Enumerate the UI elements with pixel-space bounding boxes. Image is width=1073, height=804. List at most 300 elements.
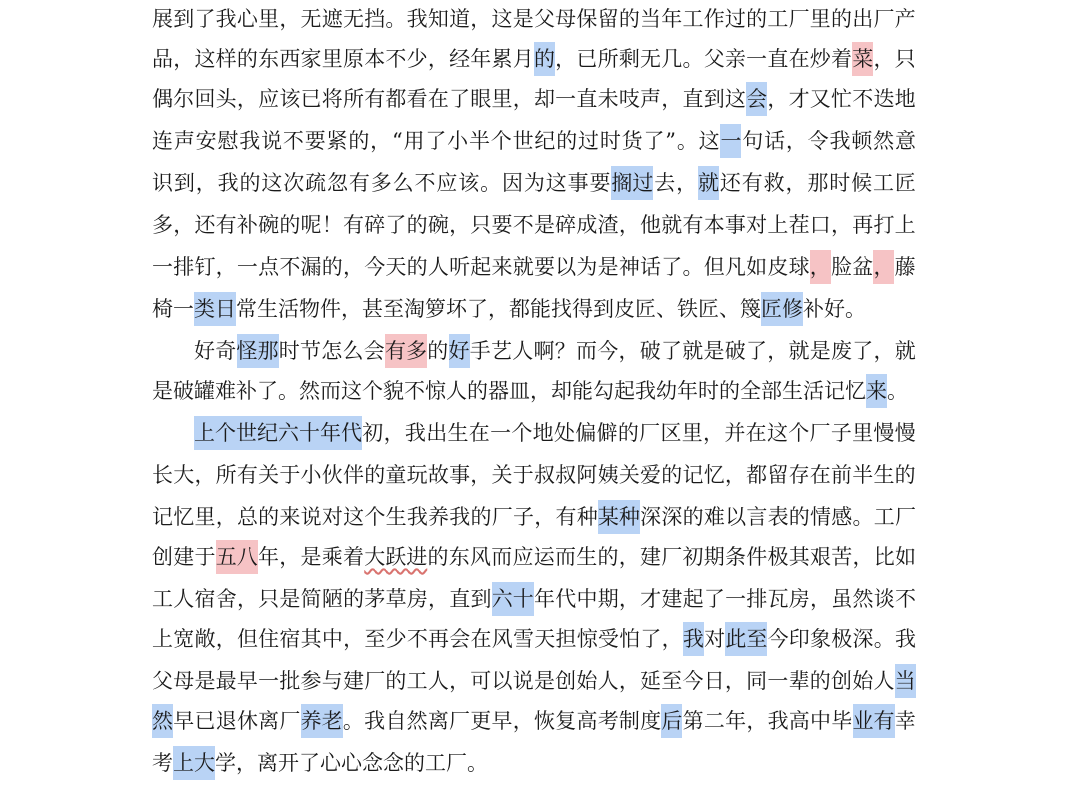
text-segment: 不 — [414, 171, 436, 195]
text-segment: 极 — [767, 545, 789, 569]
text-segment: ， — [512, 87, 534, 111]
text-segment: ， — [470, 7, 492, 31]
text-segment: ， — [195, 171, 217, 195]
text-segment: 匠 — [894, 171, 916, 195]
text-segment: 次 — [283, 171, 305, 195]
text-segment: ， — [215, 627, 237, 651]
highlighted-text: 会 — [746, 82, 767, 116]
text-segment: 生 — [385, 505, 407, 529]
text-segment: 安 — [195, 129, 217, 153]
text-segment: 玩 — [406, 463, 428, 487]
text-segment: 碎 — [555, 213, 577, 237]
text-segment: 至 — [364, 627, 386, 651]
text-segment: 无 — [300, 7, 322, 31]
text-segment: 有 — [342, 213, 364, 237]
text-segment: 宽 — [173, 627, 195, 651]
text-line — [152, 292, 916, 326]
text-segment: 的 — [236, 47, 258, 71]
text-segment: 伴 — [342, 463, 364, 487]
text-segment: ， — [873, 47, 895, 71]
text-segment: 早 — [173, 709, 195, 733]
text-segment: 的 — [427, 545, 449, 569]
text-segment: ， — [428, 587, 450, 611]
text-segment: 关 — [258, 463, 280, 487]
text-segment: 。 — [385, 7, 407, 31]
text-segment: 子 — [830, 421, 852, 445]
text-segment: ？ — [554, 339, 576, 363]
text-segment: 就 — [894, 339, 916, 363]
text-segment: 宿 — [194, 587, 216, 611]
text-segment: 厂 — [788, 7, 810, 31]
text-segment: 建 — [173, 545, 195, 569]
text-segment: 第 — [682, 709, 704, 733]
text-segment: 怎 — [321, 339, 343, 363]
text-segment: 母 — [555, 7, 577, 31]
text-segment: 了 — [746, 339, 767, 363]
highlighted-text: 养老 — [301, 704, 343, 738]
text-segment: 一 — [490, 421, 512, 445]
text-segment: 年 — [470, 47, 492, 71]
text-segment: 说 — [261, 129, 283, 153]
text-segment: 度 — [640, 709, 662, 733]
text-segment: 工 — [873, 171, 894, 195]
highlighted-text: 六十 — [492, 582, 534, 616]
text-segment: 种 — [576, 505, 598, 529]
text-segment: 只 — [894, 47, 916, 71]
text-segment: 爱 — [640, 463, 662, 487]
text-segment: 处 — [553, 421, 575, 445]
text-segment: ， — [767, 339, 789, 363]
text-segment: 厂 — [873, 7, 895, 31]
text-segment: 奇 — [215, 339, 237, 363]
text-segment: 条 — [725, 545, 746, 569]
text-segment: 里 — [491, 87, 513, 111]
text-segment: 偏 — [575, 421, 597, 445]
text-segment: 家 — [300, 47, 322, 71]
text-segment: 然 — [873, 129, 895, 153]
highlighted-text: 怪那 — [237, 334, 279, 368]
text-segment: 以 — [725, 505, 747, 529]
text-segment: 产 — [894, 7, 916, 31]
text-segment: 了 — [425, 129, 447, 153]
text-segment: 二 — [703, 709, 725, 733]
text-segment: 破 — [724, 339, 746, 363]
text-segment: 风 — [491, 627, 513, 651]
text-segment: 一 — [236, 255, 258, 279]
text-segment: 几 — [661, 47, 683, 71]
highlighted-text: 就 — [698, 166, 719, 200]
text-segment: 一 — [746, 47, 768, 71]
text-segment: ， — [512, 709, 534, 733]
text-segment: 父 — [152, 669, 173, 693]
text-segment: 出 — [426, 421, 448, 445]
text-segment: 手 — [469, 339, 491, 363]
text-segment: 的 — [470, 505, 492, 529]
text-segment: 的 — [809, 669, 831, 693]
text-segment: 直 — [576, 87, 598, 111]
text-segment: 叔 — [533, 463, 555, 487]
text-segment: 人 — [427, 669, 449, 693]
text-segment: 的 — [279, 213, 301, 237]
text-segment: ， — [427, 47, 449, 71]
text-segment: 事 — [724, 213, 746, 237]
text-segment: 这 — [343, 505, 365, 529]
text-segment: 东 — [258, 47, 280, 71]
text-segment: 本 — [364, 47, 386, 71]
text-segment: ， — [342, 255, 364, 279]
text-segment: 不 — [385, 47, 407, 71]
text-segment: 里 — [809, 7, 831, 31]
text-segment: 在 — [788, 47, 810, 71]
text-segment: 有 — [555, 505, 577, 529]
text-segment: 乘 — [321, 545, 343, 569]
text-segment: 钉 — [194, 255, 216, 279]
text-segment: 更 — [470, 709, 492, 733]
text-segment: 吱 — [618, 87, 640, 111]
text-segment: 建 — [640, 545, 661, 569]
text-segment: 碗 — [258, 213, 280, 237]
text-segment: 有 — [348, 171, 370, 195]
text-segment: 当 — [640, 7, 662, 31]
text-segment: 高 — [576, 709, 598, 733]
text-segment: 到 — [173, 171, 195, 195]
text-segment: 为 — [576, 255, 598, 279]
text-segment: 瓦 — [767, 587, 789, 611]
text-segment: 因 — [502, 171, 523, 195]
text-segment: 始 — [852, 669, 874, 693]
text-segment: 了 — [194, 7, 216, 31]
text-segment: 令 — [807, 129, 829, 153]
highlighted-text: 我 — [683, 622, 704, 656]
text-segment: 世 — [512, 129, 534, 153]
text-segment: 今 — [682, 669, 704, 693]
text-segment: 这 — [766, 421, 788, 445]
text-segment: 僻 — [596, 421, 618, 445]
text-segment: 凡 — [724, 255, 746, 279]
text-segment: 如 — [746, 255, 768, 279]
text-segment: 厂 — [809, 421, 831, 445]
text-segment: 道 — [449, 7, 471, 31]
text-segment: 故 — [427, 463, 449, 487]
text-segment: 听 — [449, 255, 471, 279]
text-segment: 只 — [258, 587, 280, 611]
text-segment: 里 — [852, 421, 874, 445]
text-segment: 期 — [703, 545, 725, 569]
highlighted-text: 匠修 — [761, 292, 803, 326]
text-segment: 的 — [618, 7, 640, 31]
text-segment: 着 — [343, 545, 364, 569]
text-segment: 句 — [742, 129, 764, 153]
text-segment: 今 — [364, 255, 386, 279]
text-segment: 是 — [512, 7, 534, 31]
text-segment: 紧 — [326, 129, 348, 153]
text-segment: 少 — [406, 47, 428, 71]
text-segment: 还 — [719, 171, 741, 195]
text-segment: 未 — [597, 87, 619, 111]
text-segment: 表 — [767, 505, 789, 529]
highlighted-text: 后 — [661, 704, 682, 738]
text-segment: 藤 — [894, 255, 916, 279]
text-segment: 毕 — [831, 709, 853, 733]
text-segment: 然 — [406, 709, 428, 733]
text-segment: 要 — [533, 255, 555, 279]
highlighted-text: 然 — [152, 704, 173, 738]
text-segment: 茅 — [364, 587, 386, 611]
highlighted-text: ， — [873, 250, 894, 284]
text-segment: 工 — [682, 7, 704, 31]
text-segment: 长 — [152, 463, 173, 487]
text-segment: 对 — [321, 505, 343, 529]
text-line — [152, 500, 916, 534]
text-segment: 我 — [449, 505, 471, 529]
text-segment: 所 — [342, 87, 364, 111]
text-segment: 今 — [767, 627, 789, 651]
text-segment: 的 — [788, 505, 810, 529]
text-segment: 而 — [491, 545, 513, 569]
text-segment: 于 — [512, 463, 534, 487]
text-segment: 担 — [555, 627, 577, 651]
text-segment: ， — [618, 587, 640, 611]
text-segment: ， — [810, 587, 832, 611]
highlighted-text: 的 — [534, 42, 555, 76]
text-segment: 本 — [703, 213, 725, 237]
text-segment: 对 — [704, 627, 726, 651]
text-segment: 批 — [279, 669, 301, 693]
text-segment: 好 — [194, 339, 215, 363]
text-segment: 是 — [279, 587, 301, 611]
text-segment: 总 — [236, 505, 258, 529]
text-segment: 上 — [894, 213, 916, 237]
text-segment: 生 — [576, 545, 598, 569]
text-segment: 就 — [661, 213, 683, 237]
text-segment: 印 — [788, 627, 810, 651]
text-segment: 幸 — [894, 709, 916, 733]
text-segment: 创 — [831, 669, 852, 693]
text-segment: 要 — [491, 213, 513, 237]
text-segment: 一 — [258, 669, 280, 693]
text-segment: ， — [449, 213, 471, 237]
text-segment: 厂 — [449, 709, 471, 733]
text-segment: 碎 — [364, 213, 386, 237]
text-segment: 工 — [406, 669, 428, 693]
text-segment: 应 — [436, 171, 458, 195]
text-line — [152, 124, 916, 158]
text-segment: 艺 — [491, 339, 512, 363]
text-segment: 。 — [682, 255, 704, 279]
text-segment: 延 — [640, 669, 662, 693]
text-segment: 展 — [152, 7, 173, 31]
text-segment: 已 — [300, 87, 322, 111]
text-segment: 了 — [640, 627, 662, 651]
text-segment: ， — [618, 339, 640, 363]
text-segment: 我 — [406, 7, 428, 31]
text-segment: 口 — [809, 213, 831, 237]
text-segment: 来 — [279, 505, 301, 529]
text-segment: 声 — [173, 129, 195, 153]
text-segment: 。 — [676, 129, 698, 153]
text-segment: 知 — [427, 7, 449, 31]
text-segment: 大 — [173, 463, 195, 487]
text-segment: 个 — [364, 505, 386, 529]
text-segment: 虽 — [831, 587, 853, 611]
text-segment: 尔 — [173, 87, 195, 111]
text-segment: 的 — [258, 505, 280, 529]
text-segment: 这 — [491, 7, 513, 31]
text-segment: 如 — [895, 545, 916, 569]
text-segment: 月 — [512, 47, 534, 71]
text-segment: 多 — [370, 171, 392, 195]
text-segment: ” — [665, 129, 676, 153]
text-segment: 建 — [342, 669, 364, 693]
text-segment: 了 — [661, 255, 683, 279]
text-segment: 父 — [533, 7, 555, 31]
text-segment: 用 — [403, 129, 425, 153]
text-segment: 极 — [831, 627, 853, 651]
text-line — [152, 166, 916, 200]
text-segment: 在 — [745, 421, 767, 445]
text-segment: 代 — [555, 587, 577, 611]
text-segment: 小 — [447, 129, 469, 153]
text-segment: 西 — [279, 47, 301, 71]
text-segment: 敞 — [194, 627, 216, 651]
text-segment: 舍 — [215, 587, 237, 611]
text-segment: 排 — [746, 587, 768, 611]
text-segment: 退 — [215, 709, 237, 733]
text-segment: 。 — [873, 627, 895, 651]
text-segment: 了 — [449, 87, 471, 111]
text-segment: ， — [449, 669, 471, 693]
text-segment: 却 — [533, 87, 555, 111]
text-segment: 头 — [215, 87, 237, 111]
highlighted-text: 好 — [449, 334, 470, 368]
text-segment: 亲 — [724, 47, 746, 71]
text-segment: ， — [618, 213, 640, 237]
text-segment: 排 — [173, 255, 195, 279]
text-segment: 子 — [512, 505, 534, 529]
text-segment: 我 — [767, 709, 789, 733]
text-segment: 还 — [194, 213, 216, 237]
text-segment: ， — [676, 171, 698, 195]
text-segment: 是 — [533, 213, 555, 237]
highlighted-text: 来 — [866, 374, 887, 408]
text-segment: 并 — [724, 421, 746, 445]
text-segment: 离 — [427, 709, 449, 733]
text-segment: 的 — [831, 7, 852, 31]
text-segment: ， — [661, 87, 683, 111]
text-segment: 为 — [523, 171, 545, 195]
text-segment: 制 — [618, 709, 640, 733]
text-segment: 这 — [724, 87, 746, 111]
text-segment: 破 — [639, 339, 661, 363]
text-segment: ， — [215, 255, 237, 279]
text-segment: 创 — [152, 545, 173, 569]
text-segment: 里 — [258, 7, 280, 31]
text-segment: 生 — [873, 463, 895, 487]
text-segment: 工 — [152, 587, 173, 611]
text-segment: 打 — [873, 213, 895, 237]
text-segment: 复 — [555, 709, 577, 733]
text-segment: 年 — [258, 545, 279, 569]
text-segment: ！ — [321, 213, 343, 237]
text-segment: 日 — [703, 669, 725, 693]
text-segment: 离 — [258, 709, 280, 733]
text-segment: ， — [724, 463, 746, 487]
text-segment: 的 — [348, 129, 370, 153]
text-segment: 的 — [682, 505, 704, 529]
text-line — [152, 82, 916, 116]
text-line — [152, 374, 916, 408]
text-segment: ， — [173, 47, 195, 71]
highlighted-text: 业有 — [853, 704, 895, 738]
text-segment: 椅一 — [152, 297, 194, 321]
text-segment: ， — [279, 7, 301, 31]
highlighted-text: 菜 — [852, 42, 873, 76]
text-segment: 到 — [703, 87, 725, 111]
text-segment: 无 — [342, 7, 364, 31]
text-segment: 房 — [788, 587, 810, 611]
text-segment: 厂 — [639, 421, 661, 445]
text-segment: 个 — [511, 421, 533, 445]
text-segment: 盆 — [852, 255, 874, 279]
text-segment: 其 — [788, 545, 810, 569]
text-segment: 。 — [342, 709, 364, 733]
text-segment: 记 — [682, 463, 704, 487]
text-segment: 同 — [746, 669, 768, 693]
text-segment: 我 — [239, 129, 261, 153]
text-segment: 多 — [152, 213, 173, 237]
text-segment: 货 — [621, 129, 643, 153]
text-segment: 的 — [661, 463, 683, 487]
text-segment: 要 — [589, 171, 611, 195]
text-segment: 是 — [809, 339, 831, 363]
highlighted-text: 此至 — [725, 622, 767, 656]
text-segment: 起 — [470, 255, 492, 279]
text-line — [152, 540, 916, 574]
text-segment: 保 — [576, 7, 598, 31]
text-segment: 自 — [385, 709, 407, 733]
text-segment: 忙 — [831, 87, 852, 111]
text-segment: 个 — [788, 421, 810, 445]
text-segment: 上 — [767, 213, 789, 237]
text-segment: 父 — [703, 47, 725, 71]
text-segment: 我 — [217, 171, 239, 195]
text-segment: ， — [873, 339, 895, 363]
text-segment: 事 — [449, 463, 471, 487]
highlighted-text: 五八 — [216, 540, 258, 574]
text-segment: 生 — [447, 421, 469, 445]
text-segment: ， — [767, 87, 789, 111]
text-segment: 这 — [194, 47, 216, 71]
text-line — [194, 334, 916, 368]
text-segment: 工 — [767, 7, 789, 31]
text-segment: 留 — [767, 463, 789, 487]
text-segment: 了 — [703, 587, 725, 611]
text-segment: ， — [703, 421, 725, 445]
highlighted-text: 某种 — [598, 500, 640, 534]
text-segment: ， — [831, 213, 852, 237]
text-segment: 过 — [578, 129, 599, 153]
text-segment: 深 — [661, 505, 683, 529]
text-segment: 都 — [746, 463, 768, 487]
text-segment: 考 — [152, 751, 173, 775]
text-segment: ， — [236, 587, 258, 611]
text-segment: 已 — [194, 709, 216, 733]
text-segment: 存 — [788, 463, 810, 487]
text-segment: 半 — [468, 129, 490, 153]
text-segment: 就 — [788, 339, 810, 363]
text-segment: 一 — [767, 669, 789, 693]
text-segment: 阿 — [576, 463, 598, 487]
